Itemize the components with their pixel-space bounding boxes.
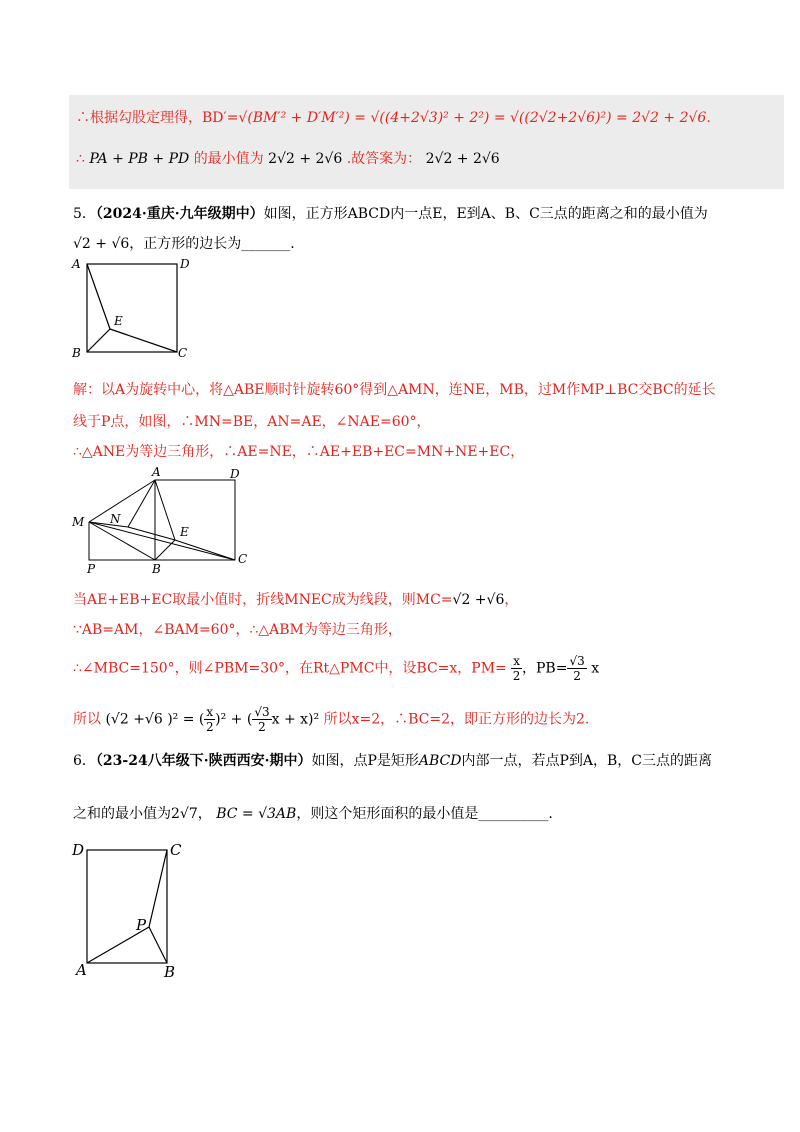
q6-blank: __________ [478,806,549,822]
q6-line1: 6．（23-24八年级下·陕西西安·期中）如图，点P是矩形ABCD内部一点，若点P到A，B，C三点的距离 [73,753,713,769]
q5-expr: √2 + √6 [73,236,130,252]
q5s-label-e: E [180,525,189,539]
q5-sol-eq-frac2: $\frac{√3}{2}$ [254,705,270,734]
q6-figure [70,838,200,983]
q6-label-p: P [136,916,147,934]
q5-line1: 5．（2024·重庆·九年级期中）如图，正方形ABCD内一点E，E到A、B、C三点的距离之和的最小值为 [73,206,708,222]
q5s-label-a: A [152,465,161,479]
q6-label-d: D [72,841,85,859]
q5-sol-mc-expr: √2 +√6 [452,592,505,608]
q5-label-d: D [180,257,190,271]
q5-line2: √2 + √6，正方形的边长为_______. [73,236,295,252]
q5s-label-m: M [72,515,85,529]
q5s-label-n: N [110,512,121,526]
q6-min-sum: 2√7 [171,806,198,822]
prev-solution-line1-expr: √(BM′² + D′M′²) = √((4+2√3)² + 2²) = √((2√2+2√6)²) = 2√2 + 2√6 [238,110,707,126]
q5-label-a: A [72,257,81,271]
q5-label-b: B [72,346,81,360]
prev-solution-line1: ∴根据勾股定理得，BD′=√(BM′² + D′M′²) = √((4+2√3)² + 2²) = √((2√2+2√6)²) = 2√2 + 2√6. [76,110,711,126]
q5-sol-line2: 线于P点，如图，∴MN=BE，AN=AE，∠NAE=60°， [73,414,431,430]
q5-label-e: E [114,314,123,328]
q5-sol-line6: ∴∠MBC=150°，则∠PBM=30°，在Rt△PMC中，设BC=x，PM= $\frac{x}{2}$ ，PB= $\frac{√3}{2}$ x [73,654,600,683]
q5-sol-line3: ∴△ANE为等边三角形，∴AE=NE，∴AE+EB+EC=MN+NE+EC， [73,444,525,460]
q5-sol-pm-frac: $\frac{x}{2}$ [512,654,521,683]
q5-sol-line5: ∵AB=AM，∠BAM=60°，∴△ABM为等边三角形， [73,622,402,638]
q5-sol-line7: 所以 (√2 +√6 )² = ( $\frac{x}{2}$ )² + ( $\frac{√3}{2}$ x + x)² 所以x=2，∴BC=2，即正方形的边长为2. [73,705,590,734]
q5s-label-b: B [152,562,161,576]
prev-solution-line2: ∴ PA + PB + PD 的最小值为 2√2 + 2√6 .故答案为： 2√2 + 2√6 [76,151,500,167]
q5-sol-line1: 解：以A为旋转中心，将△ABE顺时针旋转60°得到△AMN，连NE，MB，过M作MP⊥BC交BC的延长 [73,382,716,398]
q5-blank: _______ [241,236,291,252]
q5-source: （2024·重庆·九年级期中） [95,206,264,222]
q6-label-a: A [76,961,87,979]
q5-label-c: C [178,346,188,360]
q6-line2: 之和的最小值为2√7， BC = √3AB，则这个矩形面积的最小值是__________. [73,806,553,822]
q6-condition: BC = √3AB [216,806,297,822]
q6-label-b: B [164,963,176,981]
prev-solution-expr: PA + PB + PD [89,151,190,167]
q5-number: 5． [73,206,96,222]
q5-sol-eq-frac1: $\frac{x}{2}$ [205,705,214,734]
q5s-label-c: C [238,552,248,566]
q5-sol-line4: 当AE+EB+EC取最小值时，折线MNEC成为线段，则MC=√2 +√6， [73,592,519,608]
q5-sol-pb-frac: $\frac{√3}{2}$ [569,654,585,683]
q6-source: （23-24八年级下·陕西西安·期中） [95,753,312,769]
q6-label-c: C [170,841,182,859]
q5s-label-d: D [230,467,240,481]
q6-number: 6． [73,753,96,769]
q5-figure [70,255,200,365]
q5s-label-p: P [87,562,96,576]
q5-solution-figure [70,465,260,580]
